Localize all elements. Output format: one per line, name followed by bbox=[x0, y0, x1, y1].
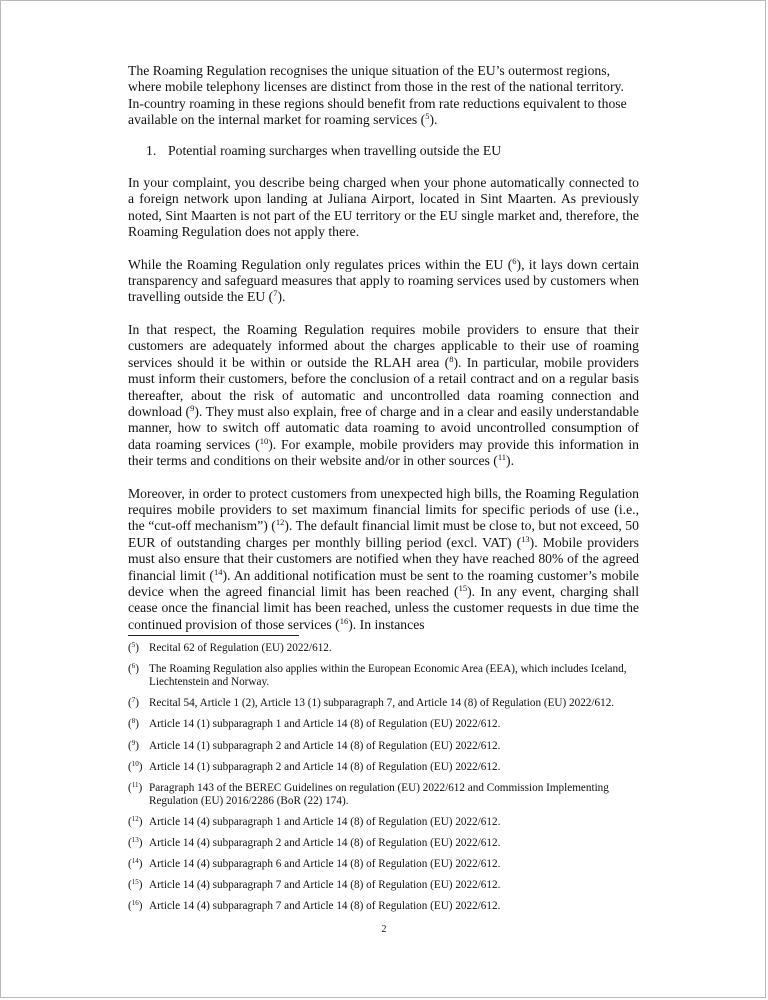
footnote: ($^{11}$) Paragraph 143 of the BEREC Guidelines on regulation (EU) 2022/612 and Commission Implementing Regulation (EU) 2016/2286 (BoR (22) 174). bbox=[128, 780, 609, 807]
page-number: 2 bbox=[381, 924, 387, 935]
section-heading bbox=[128, 143, 639, 159]
footnote: ($^{10}$) Article 14 (1) subparagraph 2 and Article 14 (8) of Regulation (EU) 2022/612. bbox=[128, 759, 501, 773]
footnote-ref-10[interactable]: 10 bbox=[259, 435, 269, 446]
paragraph-outside-eu: While the Roaming Regulation only regulates prices within the EU ($^6$), it lays down certain transparency and safeguard measures that apply to roaming services used by customers when travelling outside the EU ($^7$). bbox=[128, 255, 639, 305]
footnote: ($^8$) Article 14 (1) subparagraph 1 and Article 14 (8) of Regulation (EU) 2022/612. bbox=[128, 717, 501, 731]
footnote: ($^{14}$) Article 14 (4) subparagraph 6 and Article 14 (8) of Regulation (EU) 2022/612. bbox=[128, 857, 501, 871]
section-title: Potential roaming surcharges when travelling outside the EU bbox=[168, 142, 502, 158]
paragraph-cut-off-mechanism: Moreover, in order to protect customers from unexpected high bills, the Roaming Regulation requires mobile providers to set maximum financial limits for specific periods of use (i.e., the “cut-off mechanism”) ($^{12}$). The default financial limit must be close to, but not exceed, 50 EUR of outstanding charges per monthly billing period (excl. VAT) ($^{13}$). Mobile providers must also ensure that their customers are notified when they have reached 80% of the agreed financial limit ($^{14}$). An additional notification must be sent to the roaming customer’s mobile device when the agreed financial limit has been reached ($^{15}$). In any event, charging shall cease once the financial limit has been reached, unless the customer requests in due time the continued provision of those services ($^{16}$). In instances bbox=[128, 485, 640, 632]
footnote: ($^9$) Article 14 (1) subparagraph 2 and Article 14 (8) of Regulation (EU) 2022/612. bbox=[128, 738, 501, 752]
footnote-ref-8[interactable]: 8 bbox=[449, 353, 454, 364]
footnote-ref-5[interactable]: 5 bbox=[425, 111, 430, 122]
paragraph-information-obligations: In that respect, the Roaming Regulation requires mobile providers to ensure that their customers are adequately informed about the charges applicable to their use of roaming services should it be within or outside the RLAH area ($^8$). In particular, mobile providers must inform their customers, before the conclusion of a retail contract and on a regular basis thereafter, about the risk of automatic and uncontrolled data roaming connection and download ($^9$). They must also explain, free of charge and in a clear and easily understandable manner, how to switch off automatic data roaming to avoid uncontrolled consumption of data roaming services ($^{10}$). For example, mobile providers may provide this information in their terms and conditions on their website and/or in other sources ($^{11}$). bbox=[128, 321, 639, 469]
footnotes bbox=[128, 642, 639, 922]
footnote: ($^{16}$) Article 14 (4) subparagraph 7 and Article 14 (8) of Regulation (EU) 2022/612. bbox=[128, 899, 501, 913]
footnote: ($^{13}$) Article 14 (4) subparagraph 2 and Article 14 (8) of Regulation (EU) 2022/612. bbox=[128, 836, 501, 850]
footnote: ($^5$) Recital 62 of Regulation (EU) 2022/612. bbox=[128, 641, 332, 654]
footnote-ref-6[interactable]: 6 bbox=[512, 255, 517, 266]
footnote-ref-9[interactable]: 9 bbox=[190, 402, 195, 413]
footnote-ref-15[interactable]: 15 bbox=[458, 582, 468, 593]
paragraph-outermost-regions: The Roaming Regulation recognises the unique situation of the EU’s outermost regions, where mobile telephony licenses are distinct from those in the rest of the national territory. In-country roaming in these regions should benefit from rate reductions equivalent to those available on the internal market for roaming services ($^5$). bbox=[128, 63, 627, 128]
footnote: ($^{12}$) Article 14 (4) subparagraph 1 and Article 14 (8) of Regulation (EU) 2022/612. bbox=[128, 815, 501, 829]
footnote-ref-12[interactable]: 12 bbox=[275, 517, 285, 528]
section-number: 1. bbox=[146, 142, 157, 158]
footnote: ($^{15}$) Article 14 (4) subparagraph 7 and Article 14 (8) of Regulation (EU) 2022/612. bbox=[128, 878, 501, 892]
footnote-ref-14[interactable]: 14 bbox=[214, 566, 223, 577]
footnote-ref-16[interactable]: 16 bbox=[339, 615, 349, 626]
body-text bbox=[128, 63, 639, 649]
paragraph-complaint: In your complaint, you describe being charged when your phone automatically connected to a foreign network upon landing at Juliana Airport, located in Sint Maarten. As previously noted, Sint Maarten is not part of the EU territory or the EU single market and, therefore, the Roaming Regulation does not apply there. bbox=[128, 175, 639, 240]
footnote-ref-7[interactable]: 7 bbox=[273, 288, 278, 299]
footnote-ref-13[interactable]: 13 bbox=[521, 533, 530, 544]
footnote-ref-11[interactable]: 11 bbox=[497, 452, 507, 463]
footnote-separator bbox=[128, 635, 299, 636]
footnote: ($^6$) The Roaming Regulation also applies within the European Economic Area (EEA), which includes Iceland, Liechtenstein and Norway. bbox=[128, 662, 627, 689]
footnote: ($^7$) Recital 54, Article 1 (2), Article 13 (1) subparagraph 7, and Article 14 (8) of Regulation (EU) 2022/612. bbox=[128, 696, 615, 710]
